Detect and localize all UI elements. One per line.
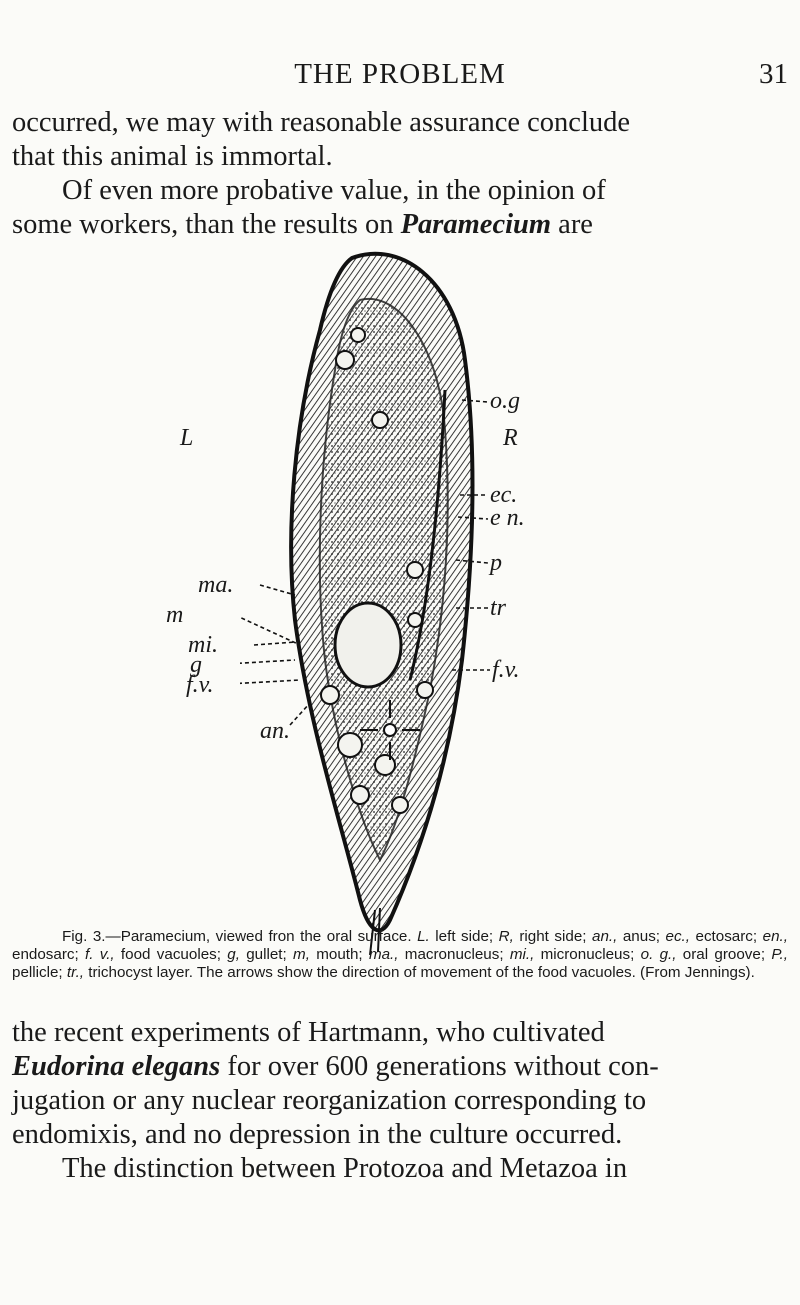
text-line-5: the recent experiments of Hartmann, who cultivated [12, 1017, 605, 1048]
page-header [0, 58, 800, 98]
macronucleus [335, 603, 401, 687]
caption-abbr: tr., [66, 964, 85, 981]
label-p: p [490, 550, 502, 576]
caption-text: food vacuoles; [114, 946, 228, 963]
caption-text: pellicle; [12, 964, 67, 981]
paramecium-term: Paramecium [400, 209, 552, 240]
caption-abbr: m, [293, 946, 310, 963]
caption-abbr: ma., [368, 946, 399, 963]
text-line-9: The distinction between Protozoa and Metazoa in [62, 1153, 628, 1184]
caption-abbr: R, [498, 928, 514, 945]
caption-text: trichocyst layer. The arrows show the direction of movement of the food vacuoles. (From Jennings). [84, 964, 755, 981]
caption-abbr: an., [592, 928, 618, 945]
caption-abbr: o. g., [640, 946, 677, 963]
text-line-6-b: for over 600 generations without con- [220, 1051, 659, 1082]
caption-abbr: en., [762, 928, 788, 945]
caption-text: endosarc; [12, 946, 85, 963]
caption-text: oral groove; [676, 946, 772, 963]
caption-text: mouth; [309, 946, 369, 963]
caption-fig-number: Fig. 3. [62, 928, 106, 945]
label-mi: mi. [188, 632, 218, 658]
caption-text: right side; [513, 928, 592, 945]
text-line-4 [12, 208, 788, 242]
label-g: g [190, 652, 202, 678]
caption-text: left side; [429, 928, 499, 945]
text-line-2: that this animal is immortal. [12, 141, 333, 172]
label-ma: ma. [198, 572, 234, 598]
label-og: o.g [490, 388, 520, 414]
caption-text: micronucleus; [534, 946, 641, 963]
caption-abbr: mi., [509, 946, 535, 963]
caption-abbr: P., [771, 946, 788, 963]
caption-text: —Paramecium, viewed fron the oral surface. [105, 928, 418, 945]
label-m: m [166, 602, 184, 628]
caption-text: ectosarc; [690, 928, 763, 945]
text-line-3: Of even more probative value, in the opinion of [62, 175, 606, 206]
label-tr: tr [490, 595, 507, 621]
text-line-6 [12, 1050, 788, 1084]
label-L: L [180, 425, 194, 451]
caption-text: macronucleus; [398, 946, 510, 963]
label-ec: ec. [490, 482, 518, 508]
caption-text: anus; [617, 928, 666, 945]
caption-abbr: g, [227, 946, 240, 963]
caption-abbr: ec., [665, 928, 690, 945]
left-labels-lower [140, 540, 290, 840]
caption-abbr: f. v., [85, 946, 115, 963]
text-line-7: jugation or any nuclear reorganization corresponding to [12, 1085, 647, 1116]
figure-caption [12, 928, 788, 982]
text-line-1: occurred, we may with reasonable assurance conclude [12, 107, 631, 138]
text-line-8: endomixis, and no depression in the culture occurred. [12, 1119, 623, 1150]
label-fv-left: f.v. [186, 672, 214, 698]
paramecium-illustration [240, 240, 570, 965]
label-fv-right: f.v. [492, 657, 520, 683]
text-line-4-c: are [551, 209, 593, 240]
left-labels [140, 240, 240, 540]
page-number: 31 [759, 58, 788, 90]
eudorina-term: Eudorina elegans [12, 1051, 221, 1082]
label-R: R [503, 425, 518, 451]
label-en: e n. [490, 505, 525, 531]
label-an: an. [260, 718, 290, 744]
running-head: THE PROBLEM [294, 58, 506, 90]
caption-text: gullet; [239, 946, 294, 963]
text-line-4-a: some workers, than the results on [12, 209, 401, 240]
caption-abbr: L. [417, 928, 430, 945]
